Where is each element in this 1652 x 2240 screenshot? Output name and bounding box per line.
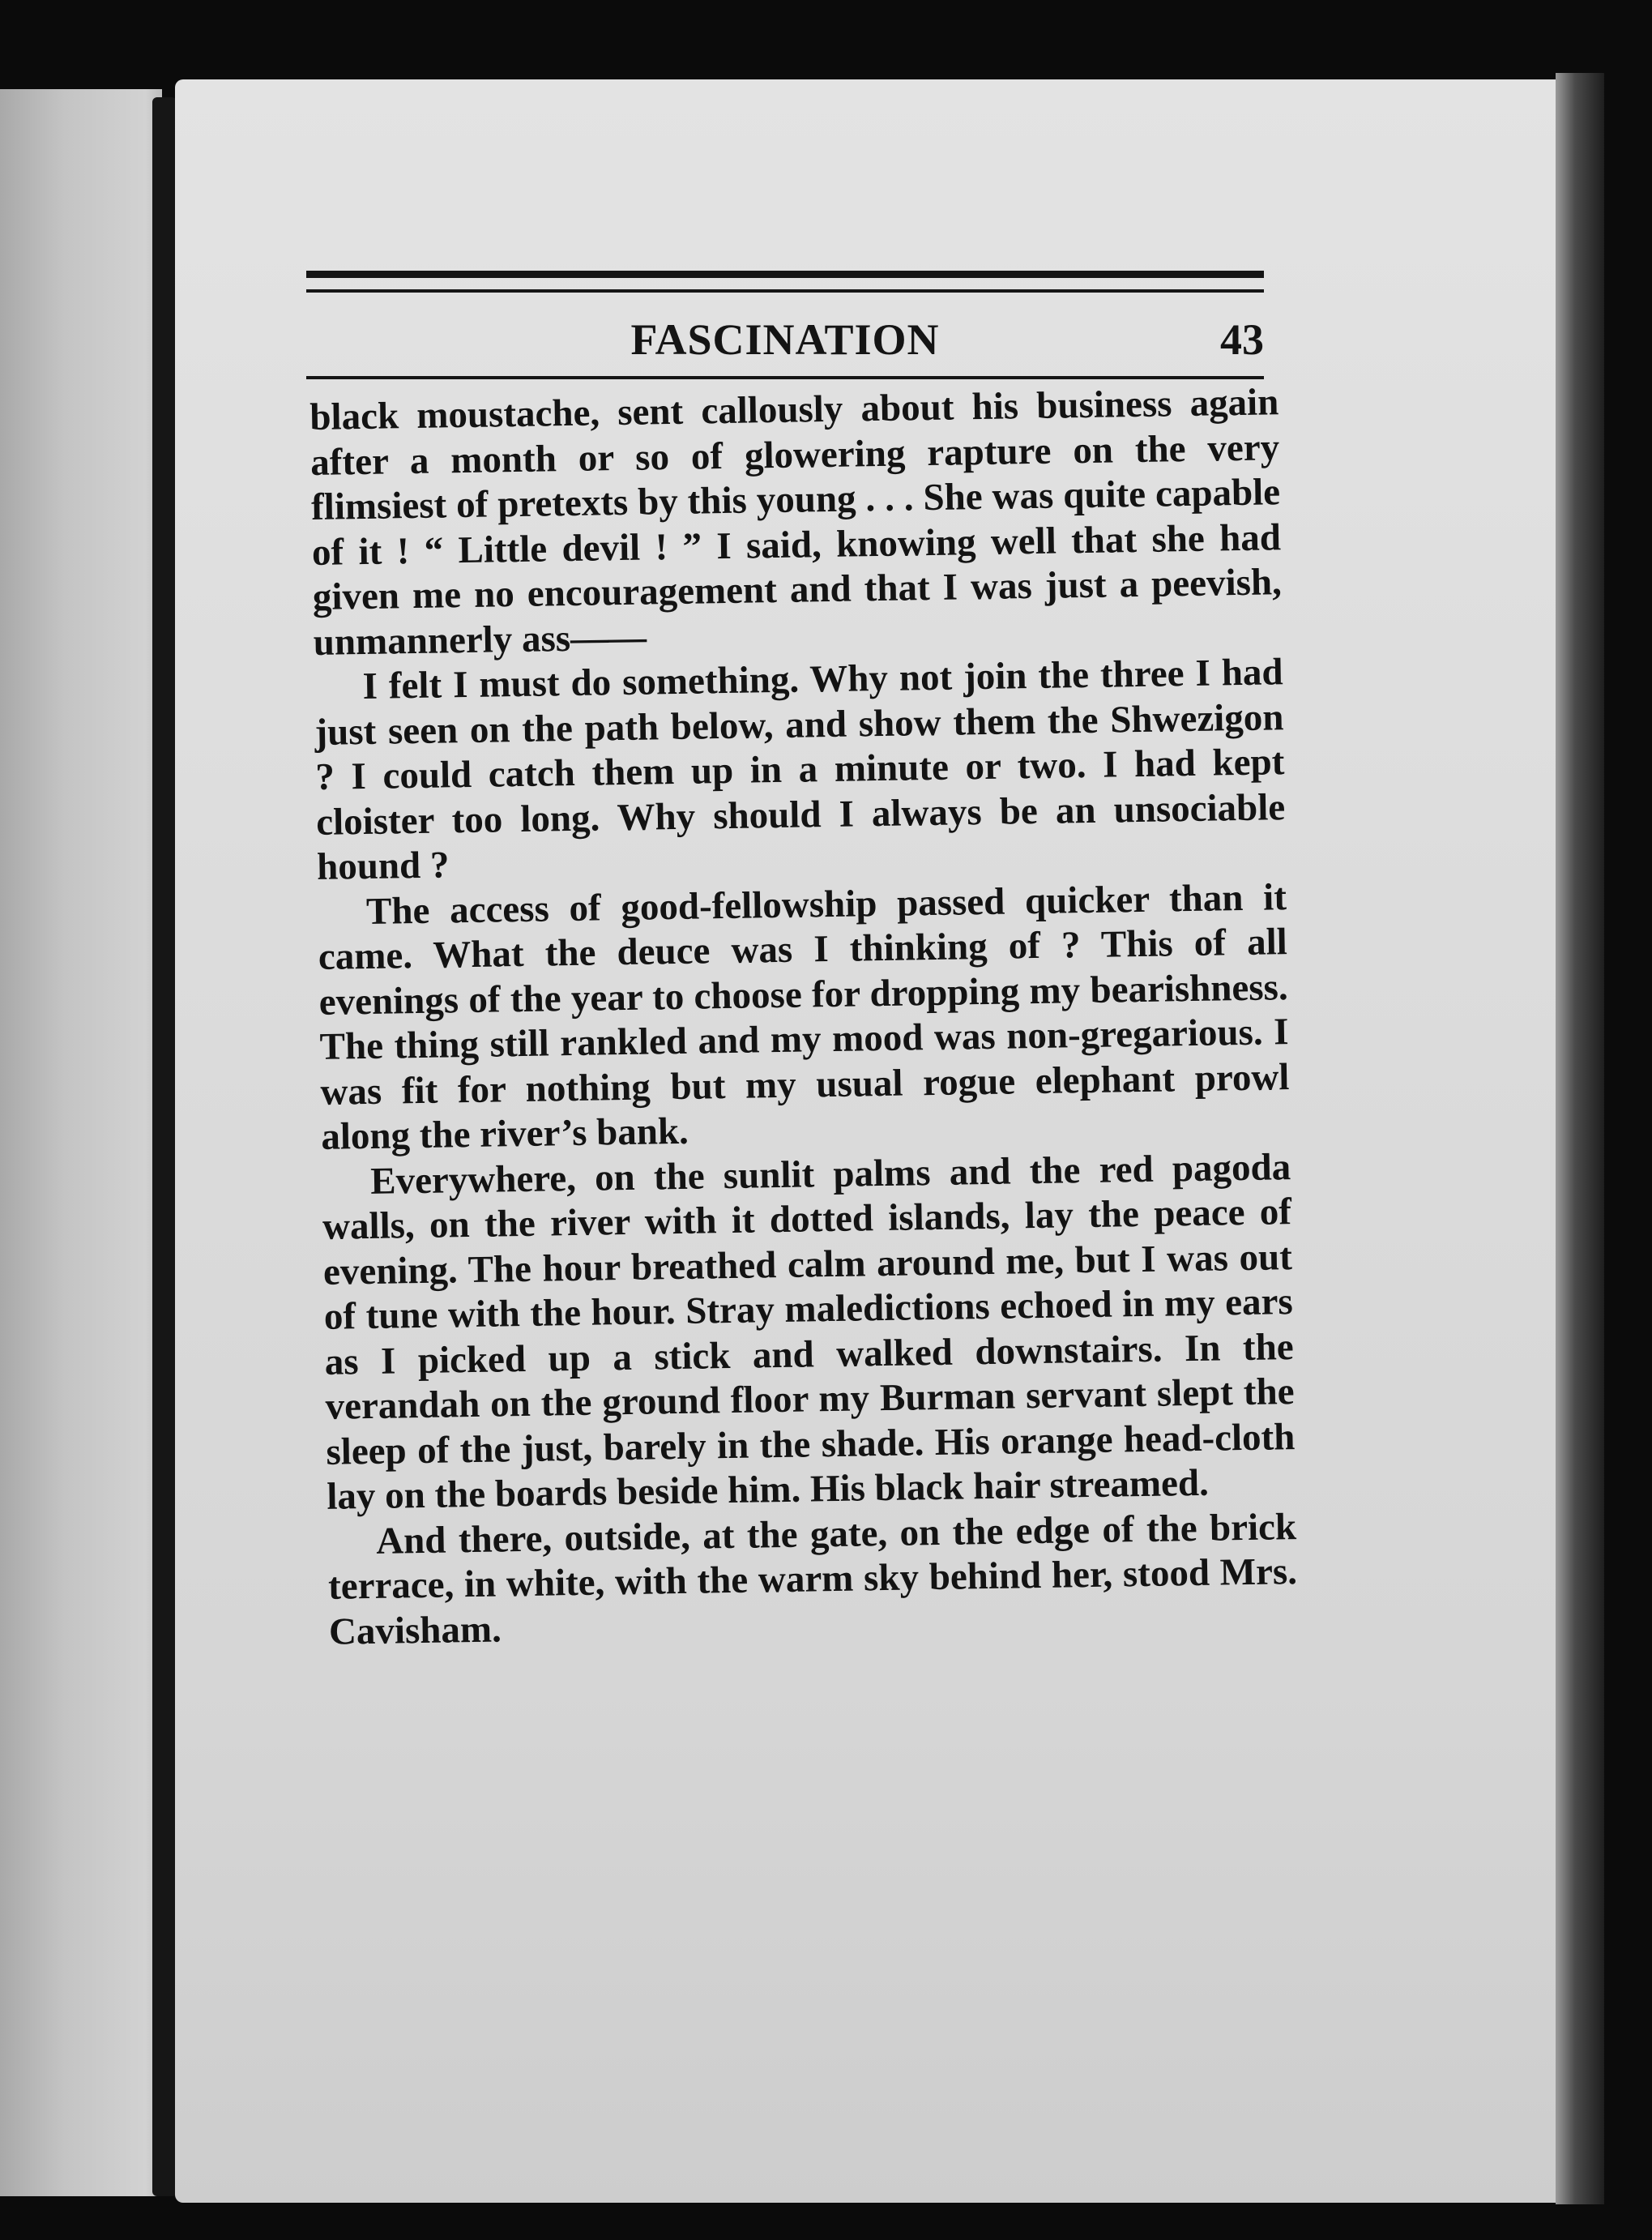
paragraph-2: I felt I must do something. Why not join the three I had just seen on the path below, and show them the Shwezigon ? I could catch them up in a minute or two. I had kept cloister too long. Why should I always be an unsociable hound ? — [314, 651, 1286, 888]
body-text — [309, 380, 1298, 1655]
book-gutter — [152, 97, 177, 2196]
paragraph-1: black moustache, sent callously about his business again after a month or so of glowering rapture on the very flimsiest of pretexts by this young . . . She was quite capable of it ! “ Little devil ! ” I said, knowing well that she had given me no encouragement and that I was just a peevish, unmannerly ass—— — [309, 381, 1283, 664]
facing-page-edge — [0, 89, 162, 2196]
page-right-edge — [1556, 73, 1604, 2204]
running-head — [306, 314, 1264, 371]
page-number: 43 — [1220, 315, 1264, 364]
paragraph-5: And there, outside, at the gate, on the edge of the brick terrace, in white, with the warm sky behind her, stood Mrs. Cavisham. — [327, 1505, 1298, 1653]
running-head-title: FASCINATION — [630, 315, 940, 364]
header-rule-under — [306, 376, 1264, 379]
header-rule-thin — [306, 289, 1264, 293]
header-rule-thick — [306, 271, 1264, 278]
paragraph-3: The access of good-fellowship passed quicker than it came. What the deuce was I thinking of ? This of all evenings of the year to choose for dropping my bearishness. The thing still rankled and my mood was non-gregarious. I was fit for nothing but my usual rogue elephant prowl along the river’s bank. — [318, 875, 1290, 1158]
paragraph-4: Everywhere, on the sunlit palms and the red pagoda walls, on the river with it dotted islands, lay the peace of evening. The hour breathed calm around me, but I was out of tune with the hour. Stray maledictions echoed in my ears as I picked up a stick and walked downstairs. In the verandah on the ground floor my Burman servant slept the sleep of the just, barely in the shade. His orange head-cloth lay on the boards beside him. His black hair streamed. — [322, 1145, 1296, 1518]
